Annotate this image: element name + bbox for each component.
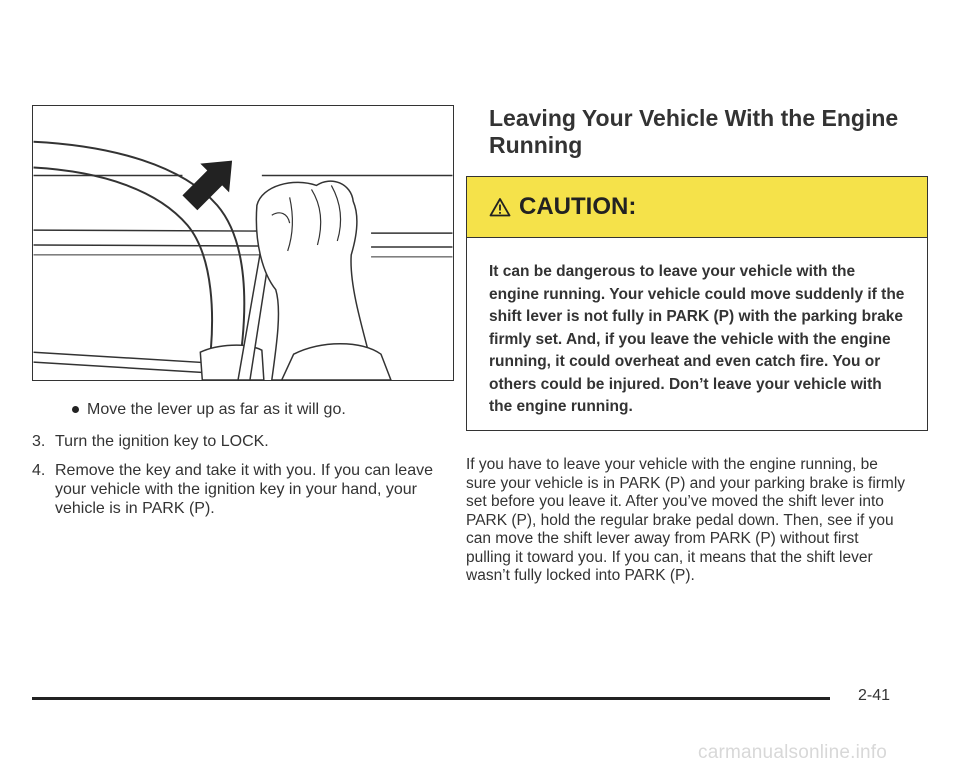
section-heading: Leaving Your Vehicle With the Engine Running bbox=[489, 105, 899, 158]
step-3 bbox=[32, 432, 452, 451]
watermark: carmanualsonline.info bbox=[698, 742, 888, 763]
hand-on-shift-lever-illustration bbox=[33, 106, 453, 380]
caution-title: CAUTION: bbox=[519, 193, 637, 220]
bullet-text: Move the lever up as far as it will go. bbox=[87, 401, 346, 418]
list-item bbox=[32, 400, 452, 419]
step-number: 3. bbox=[32, 433, 46, 450]
step-number: 4. bbox=[32, 462, 46, 479]
page-number: 2-41 bbox=[858, 687, 891, 704]
body-paragraph: If you have to leave your vehicle with the engine running, be sure your vehicle is in PARK (P) and your parking brake is firmly set before you leave it. After you’ve moved the shift lever into PARK (P), hold the regular brake pedal down. Then, see if you can move the shift lever away from PARK (P) without first pulling it toward you. If you can, it means that the shift lever wasn’t fully locked into PARK (P). bbox=[466, 456, 906, 584]
step-4 bbox=[32, 461, 452, 518]
step-text: Turn the ignition key to LOCK. bbox=[55, 433, 269, 450]
caution-header bbox=[467, 177, 927, 238]
shift-lever-illustration bbox=[32, 105, 454, 381]
caution-box bbox=[466, 176, 928, 431]
warning-triangle-icon bbox=[489, 197, 511, 217]
footer-rule bbox=[32, 697, 830, 700]
instruction-list bbox=[32, 400, 452, 528]
step-text: Remove the key and take it with you. If you can leave your vehicle with the ignition key in your hand, your vehicle is in PARK (P). bbox=[55, 462, 433, 517]
caution-text: It can be dangerous to leave your vehicle with the engine running. Your vehicle could move suddenly if the shift lever is not fully in PARK (P) with the parking brake firmly set. And, if you leave the vehicle with the engine running, it could overheat and even catch fire. You or others could be injured. Don’t leave your vehicle with the engine running. bbox=[489, 263, 905, 415]
bullet-icon bbox=[72, 406, 79, 413]
